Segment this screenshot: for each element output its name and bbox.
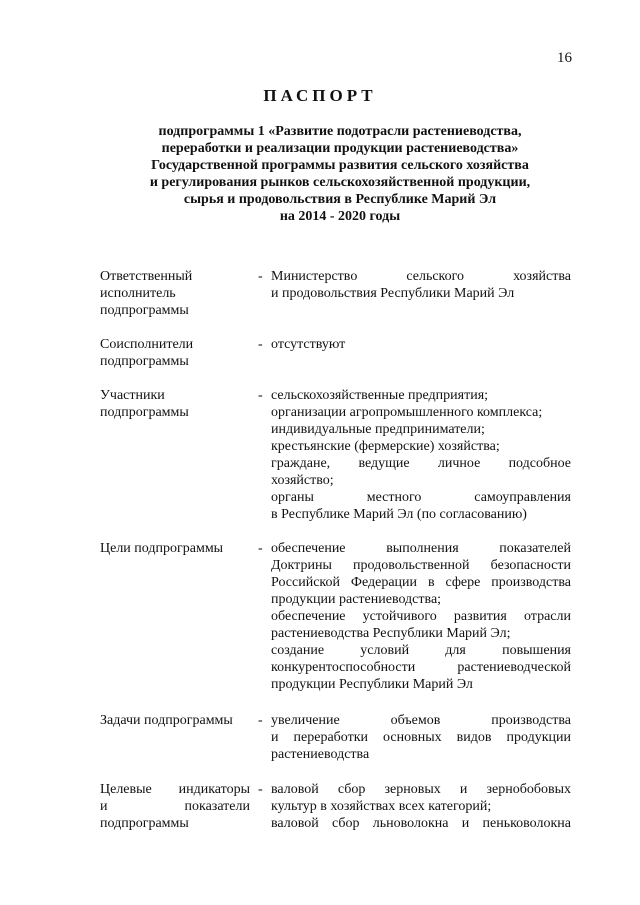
row-label [100,712,250,729]
row-label [100,781,250,832]
row-label-line: Соисполнители [100,337,194,352]
row-dash: - [258,337,263,352]
row-value-line: граждане, ведущие личное подсобное [271,456,571,471]
row-value [271,336,571,353]
row-value-line: органы местного самоуправления [271,490,571,505]
row-value-line: сельскохозяйственные предприятия; [271,388,489,403]
row-label [100,336,250,370]
row-value-line: продукции Республики Марий Эл [271,677,473,692]
row-value [271,387,571,523]
row-value-line: обеспечение устойчивого развития отрасли [271,609,571,624]
row-value-line: и продовольствия Республики Марий Эл [271,286,515,301]
row-value-line: организации агропромышленного комплекса; [271,405,543,420]
row-value-line: продукции растениеводства; [271,592,442,607]
row-label [100,268,250,319]
row-label-line: Участники [100,388,165,403]
row-label-line: Задачи подпрограммы [100,713,233,728]
row-value-line: валовой сбор льноволокна и пеньковолокна [271,816,571,831]
row-value [271,540,571,693]
row-label-line: исполнитель [100,286,176,301]
row-value [271,781,571,832]
document-subtitle [80,123,600,225]
row-value-line: культур в хозяйствах всех категорий; [271,799,492,814]
row-label-line: и показатели [100,799,250,814]
row-label [100,387,250,421]
row-value-line: создание условий для повышения [271,643,571,658]
row-value-line: Российской Федерации в сфере производства [271,575,571,590]
row-value-line: Доктрины продовольственной безопасности [271,558,571,573]
row-value-line: в Республике Марий Эл (по согласованию) [271,507,527,522]
subtitle-line: переработки и реализации продукции растениеводства» [161,141,519,156]
row-value-line: индивидуальные предприниматели; [271,422,485,437]
page-number: 16 [557,50,572,66]
row-value [271,712,571,763]
row-value-line: увеличение объемов производства [271,713,571,728]
row-label-line: подпрограммы [100,354,189,369]
row-value-line: обеспечение выполнения показателей [271,541,571,556]
row-label-line: подпрограммы [100,816,189,831]
subtitle-line: Государственной программы развития сельского хозяйства [151,158,529,173]
row-value-line: растениеводства [271,747,370,762]
row-label-line: Целевые индикаторы [100,782,250,797]
row-dash: - [258,269,263,284]
subtitle-line: подпрограммы 1 «Развитие подотрасли растениеводства, [158,124,522,139]
row-value-line: хозяйство; [271,473,334,488]
row-value [271,268,571,302]
subtitle-line: на 2014 - 2020 годы [279,209,401,224]
row-dash: - [258,388,263,403]
document-title: ПАСПОРТ [263,86,377,105]
subtitle-line: и регулирования рынков сельскохозяйственной продукции, [149,175,531,190]
row-label-line: Цели подпрограммы [100,541,224,556]
row-value-line: валовой сбор зерновых и зернобобовых [271,782,571,797]
row-value-line: отсутствуют [271,337,346,352]
row-dash: - [258,782,263,797]
row-label-line: подпрограммы [100,405,189,420]
row-value-line: крестьянские (фермерские) хозяйства; [271,439,500,454]
row-dash: - [258,541,263,556]
subtitle-line: сырья и продовольствия в Республике Марий Эл [183,192,497,207]
row-value-line: конкурентоспособности растениеводческой [271,660,571,675]
row-value-line: Министерство сельского хозяйства [271,269,571,284]
row-label-line: Ответственный [100,269,193,284]
row-label [100,540,250,557]
row-label-line: подпрограммы [100,303,189,318]
row-value-line: растениеводства Республики Марий Эл; [271,626,511,641]
row-value-line: и переработки основных видов продукции [271,730,571,745]
row-dash: - [258,713,263,728]
